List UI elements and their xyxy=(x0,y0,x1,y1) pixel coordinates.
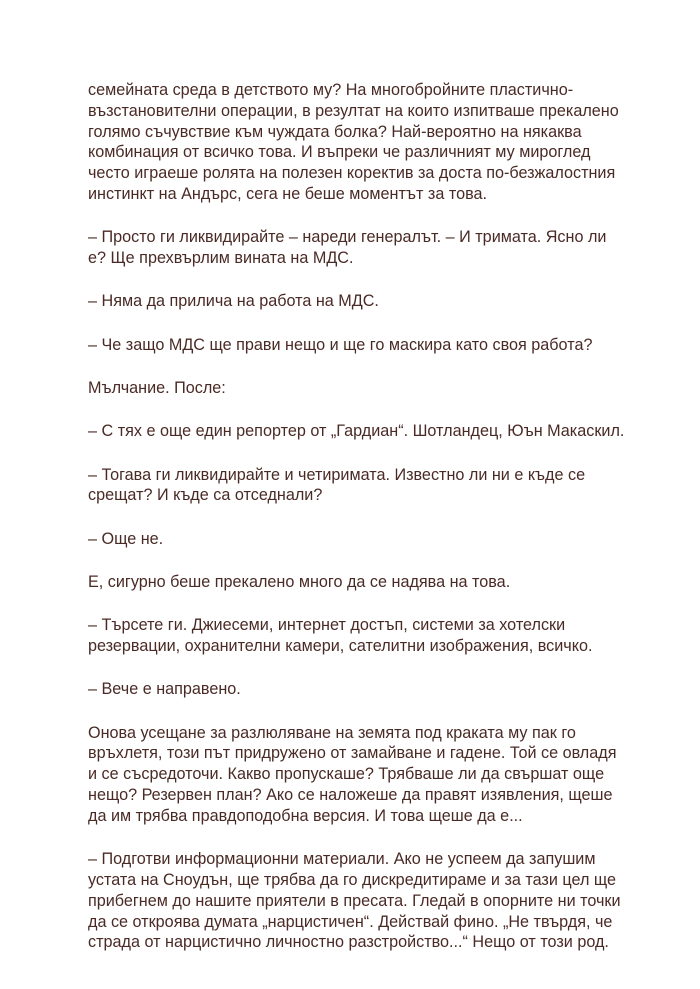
paragraph-7: – Тогава ги ликвидирайте и четиримата. Известно ли ни е къде се срещат? И къде са отседнали? xyxy=(88,465,586,505)
paragraph-11: – Вече е направено. xyxy=(88,680,241,699)
paragraph-8: – Още не. xyxy=(88,529,164,548)
paragraph-13: – Подготви информационни материали. Ако не успеем да запушим устата на Сноудън, ще трябва да го дискредитираме и за тази цел ще прибегнем до нашите приятели в пресата. Гледай в опорните ни точки да се откроява думата „нарцистичен“. Действай фино. „Не твърдя, че страда от нарцистично личностно разстройство...“ Нещо от този род. xyxy=(88,850,621,952)
paragraph-2: – Просто ги ликвидирайте – нареди генералът. – И тримата. Ясно ли е? Ще прехвърлим вината на МДС. xyxy=(88,228,607,268)
document-page xyxy=(88,80,628,976)
paragraph-9: Е, сигурно беше прекалено много да се надява на това. xyxy=(88,572,511,591)
paragraph-10: – Търсете ги. Джиесеми, интернет достъп, системи за хотелски резервации, охранителни камери, сателитни изображения, всичко. xyxy=(88,616,593,656)
paragraph-4: – Че защо МДС ще прави нещо и ще го маскира като своя работа? xyxy=(88,335,593,354)
paragraph-3: – Няма да прилича на работа на МДС. xyxy=(88,292,379,311)
paragraph-5: Мълчание. После: xyxy=(88,378,226,397)
paragraph-6: – С тях е още един репортер от „Гардиан“. Шотландец, Юън Макаскил. xyxy=(88,422,625,441)
paragraph-1: семейната среда в детството му? На многобройните пластично-възстановителни операции, в резултат на които изпитваше прекалено голямо съчувствие към чуждата болка? Най-вероятно на някаква комбинация от всичко това. И въпреки че различният му мироглед често играеше ролята на полезен коректив за доста по-безжалостния инстинкт на Андърс, сега не беше моментът за това. xyxy=(88,81,619,203)
paragraph-12: Онова усещане за разлюляване на земята под краката му пак го връхлетя, този път придружено от замайване и гадене. Той се овладя и се съсредоточи. Какво пропускаше? Трябваше ли да свършат още нещо? Резервен план? Ако се наложеше да правят изявления, щеше да им трябва правдоподобна версия. И това щеше да е... xyxy=(88,723,617,825)
